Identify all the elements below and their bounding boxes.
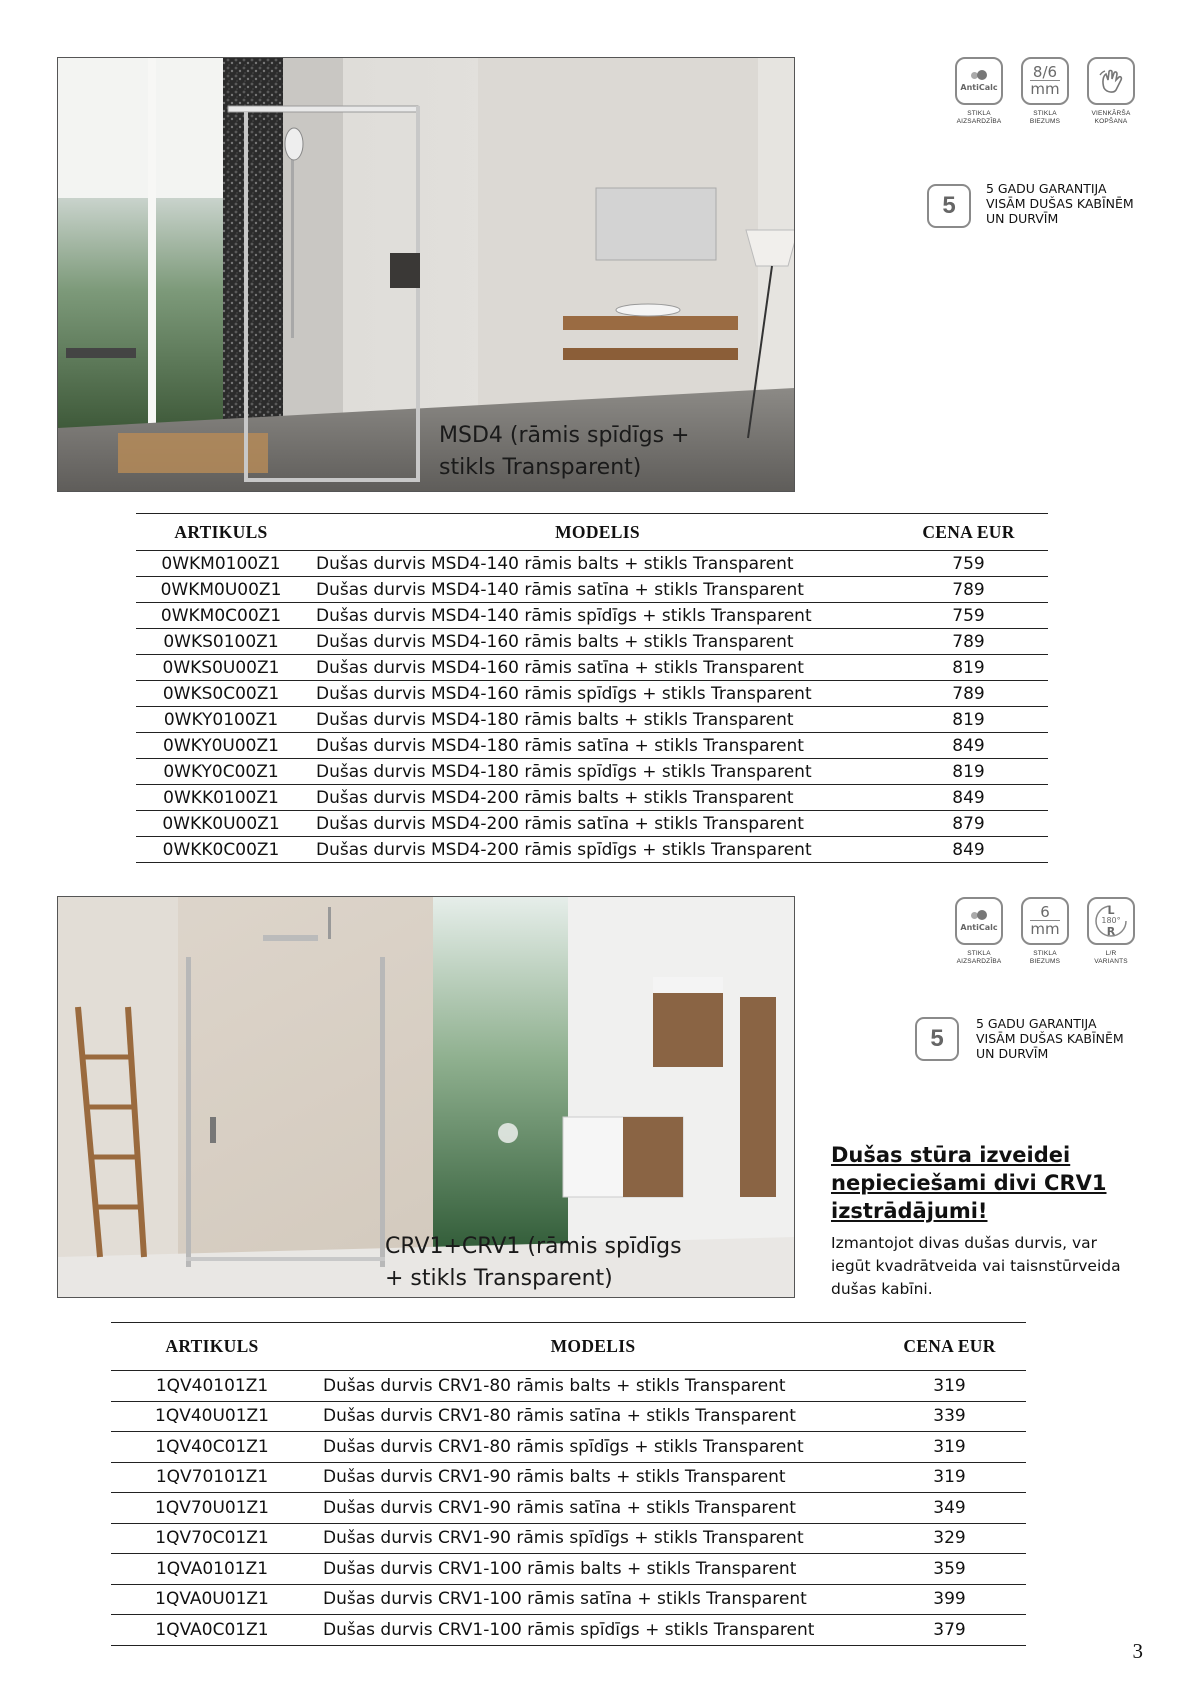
column-header-article: ARTIKULS	[111, 1323, 313, 1371]
feature-anticalc	[952, 57, 1006, 126]
table-row	[136, 837, 1048, 863]
article-code-cell: 1QVA0101Z1	[111, 1554, 313, 1585]
warranty-line: UN DURVĪM	[976, 1046, 1049, 1061]
table-header-row	[111, 1323, 1026, 1371]
feature-label: AIZSARDZĪBA	[956, 958, 1002, 965]
article-code-cell: 1QV40U01Z1	[111, 1401, 313, 1432]
note-heading-line: izstrādājumi!	[831, 1199, 988, 1223]
msd4-photo-caption	[439, 420, 689, 484]
article-code-cell: 0WKY0C00Z1	[136, 759, 306, 785]
warranty-line: 5 GADU GARANTIJA	[986, 181, 1107, 196]
table-row	[136, 681, 1048, 707]
caption-line: + stikls Transparent)	[385, 1266, 613, 1291]
feature-glass-thickness	[1018, 897, 1072, 966]
model-description-cell: Dušas durvis MSD4-180 rāmis balts + stikls Transparent	[306, 707, 889, 733]
warranty-text	[986, 181, 1134, 226]
warranty-line: 5 GADU GARANTIJA	[976, 1016, 1097, 1031]
feature-label: BIEZUMS	[1029, 958, 1061, 965]
price-cell: 319	[873, 1462, 1026, 1493]
price-cell: 789	[889, 629, 1048, 655]
price-cell: 319	[873, 1432, 1026, 1463]
warranty-badge: 5	[915, 1017, 959, 1061]
rotation-label: 180°	[1101, 916, 1121, 925]
price-cell: 329	[873, 1523, 1026, 1554]
model-description-cell: Dušas durvis CRV1-90 rāmis satīna + stikls Transparent	[313, 1493, 873, 1524]
feature-label: L/R	[1105, 950, 1117, 957]
feature-label: KOPŠANA	[1094, 118, 1128, 125]
table-row	[111, 1584, 1026, 1615]
feature-glass-thickness	[1018, 57, 1072, 126]
article-code-cell: 0WKY0U00Z1	[136, 733, 306, 759]
table-row	[111, 1371, 1026, 1402]
table-row	[136, 811, 1048, 837]
caption-line: stikls Transparent)	[439, 455, 642, 480]
table-row	[111, 1554, 1026, 1585]
column-header-article: ARTIKULS	[136, 514, 306, 551]
table-row	[136, 785, 1048, 811]
price-cell: 349	[873, 1493, 1026, 1524]
model-description-cell: Dušas durvis CRV1-100 rāmis satīna + stikls Transparent	[313, 1584, 873, 1615]
caption-line: MSD4 (rāmis spīdīgs +	[439, 423, 690, 448]
warranty-text	[976, 1016, 1124, 1061]
article-code-cell: 1QVA0C01Z1	[111, 1615, 313, 1646]
price-cell: 819	[889, 655, 1048, 681]
article-code-cell: 1QVA0U01Z1	[111, 1584, 313, 1615]
article-code-cell: 1QV40C01Z1	[111, 1432, 313, 1463]
feature-label: STIKLA	[967, 950, 991, 957]
article-code-cell: 0WKY0100Z1	[136, 707, 306, 733]
feature-label: STIKLA	[1033, 950, 1057, 957]
model-description-cell: Dušas durvis MSD4-180 rāmis spīdīgs + stikls Transparent	[306, 759, 889, 785]
table-row	[111, 1615, 1026, 1646]
left-right-180-icon	[1087, 897, 1135, 945]
article-code-cell: 0WKK0C00Z1	[136, 837, 306, 863]
price-cell: 849	[889, 733, 1048, 759]
model-description-cell: Dušas durvis CRV1-80 rāmis satīna + stikls Transparent	[313, 1401, 873, 1432]
feature-easy-clean	[1084, 57, 1138, 126]
article-code-cell: 0WKK0100Z1	[136, 785, 306, 811]
feature-label: BIEZUMS	[1029, 118, 1061, 125]
article-code-cell: 0WKM0100Z1	[136, 551, 306, 577]
note-body-line: Izmantojot divas dušas durvis, var	[831, 1234, 1098, 1252]
price-cell: 379	[873, 1615, 1026, 1646]
model-description-cell: Dušas durvis MSD4-200 rāmis balts + stikls Transparent	[306, 785, 889, 811]
crv1-price-table	[111, 1322, 1026, 1646]
anticalc-text: AntiCalc	[960, 923, 998, 932]
glass-thickness-icon	[1021, 897, 1069, 945]
feature-label: STIKLA	[1033, 110, 1057, 117]
msd4-price-table	[136, 513, 1048, 863]
price-cell: 819	[889, 707, 1048, 733]
article-code-cell: 0WKM0C00Z1	[136, 603, 306, 629]
warranty-line: VISĀM DUŠAS KABĪNĒM	[976, 1031, 1124, 1046]
thickness-unit: mm	[1030, 80, 1060, 98]
model-description-cell: Dušas durvis CRV1-80 rāmis spīdīgs + stikls Transparent	[313, 1432, 873, 1463]
article-code-cell: 1QV40101Z1	[111, 1371, 313, 1402]
price-cell: 339	[873, 1401, 1026, 1432]
model-description-cell: Dušas durvis CRV1-90 rāmis balts + stikls Transparent	[313, 1462, 873, 1493]
warranty-line: VISĀM DUŠAS KABĪNĒM	[986, 196, 1134, 211]
caption-line: CRV1+CRV1 (rāmis spīdīgs	[385, 1234, 682, 1259]
right-label: R	[1106, 925, 1116, 938]
warranty-badge: 5	[927, 184, 971, 228]
model-description-cell: Dušas durvis CRV1-100 rāmis spīdīgs + stikls Transparent	[313, 1615, 873, 1646]
corner-note-body	[831, 1232, 1131, 1301]
corner-note-heading	[831, 1141, 1131, 1225]
price-cell: 759	[889, 603, 1048, 629]
table-row	[136, 551, 1048, 577]
warranty-line: UN DURVĪM	[986, 211, 1059, 226]
table-row	[136, 629, 1048, 655]
article-code-cell: 0WKS0U00Z1	[136, 655, 306, 681]
model-description-cell: Dušas durvis MSD4-140 rāmis satīna + stikls Transparent	[306, 577, 889, 603]
table-row	[136, 655, 1048, 681]
table-row	[111, 1493, 1026, 1524]
feature-label: VIENKĀRŠA	[1091, 110, 1131, 117]
column-header-model: MODELIS	[306, 514, 889, 551]
price-cell: 849	[889, 837, 1048, 863]
column-header-model: MODELIS	[313, 1323, 873, 1371]
anticalc-icon	[955, 897, 1003, 945]
price-cell: 879	[889, 811, 1048, 837]
column-header-price: CENA EUR	[873, 1323, 1026, 1371]
thickness-value: 6	[1040, 903, 1050, 921]
price-cell: 759	[889, 551, 1048, 577]
note-body-line: dušas kabīni.	[831, 1280, 933, 1298]
table-row	[136, 577, 1048, 603]
note-body-line: iegūt kvadrātveida vai taisnstūrveida	[831, 1257, 1121, 1275]
model-description-cell: Dušas durvis CRV1-80 rāmis balts + stikls Transparent	[313, 1371, 873, 1402]
model-description-cell: Dušas durvis MSD4-180 rāmis satīna + stikls Transparent	[306, 733, 889, 759]
table-header-row	[136, 514, 1048, 551]
table-row	[111, 1432, 1026, 1463]
article-code-cell: 0WKS0100Z1	[136, 629, 306, 655]
feature-label: VARIANTS	[1094, 958, 1128, 965]
table-row	[111, 1462, 1026, 1493]
price-cell: 359	[873, 1554, 1026, 1585]
model-description-cell: Dušas durvis MSD4-140 rāmis spīdīgs + stikls Transparent	[306, 603, 889, 629]
column-header-price: CENA EUR	[889, 514, 1048, 551]
model-description-cell: Dušas durvis MSD4-200 rāmis spīdīgs + stikls Transparent	[306, 837, 889, 863]
article-code-cell: 1QV70C01Z1	[111, 1523, 313, 1554]
glass-thickness-icon	[1021, 57, 1069, 105]
price-cell: 319	[873, 1371, 1026, 1402]
table-row	[136, 759, 1048, 785]
model-description-cell: Dušas durvis MSD4-160 rāmis spīdīgs + stikls Transparent	[306, 681, 889, 707]
table-row	[111, 1523, 1026, 1554]
model-description-cell: Dušas durvis MSD4-160 rāmis satīna + stikls Transparent	[306, 655, 889, 681]
note-heading-line: nepieciešami divi CRV1	[831, 1171, 1107, 1195]
article-code-cell: 1QV70U01Z1	[111, 1493, 313, 1524]
page-number: 3	[1132, 1639, 1143, 1663]
feature-anticalc	[952, 897, 1006, 966]
crv1-photo-caption	[385, 1231, 682, 1295]
feature-label: AIZSARDZĪBA	[956, 118, 1002, 125]
price-cell: 789	[889, 577, 1048, 603]
article-code-cell: 1QV70101Z1	[111, 1462, 313, 1493]
easy-clean-hand-icon	[1087, 57, 1135, 105]
note-heading-line: Dušas stūra izveidei	[831, 1143, 1071, 1167]
article-code-cell: 0WKS0C00Z1	[136, 681, 306, 707]
left-label: L	[1107, 904, 1115, 917]
price-cell: 849	[889, 785, 1048, 811]
thickness-value: 8/6	[1032, 63, 1058, 81]
thickness-unit: mm	[1030, 920, 1060, 938]
table-row	[111, 1401, 1026, 1432]
table-row	[136, 603, 1048, 629]
price-cell: 789	[889, 681, 1048, 707]
anticalc-text: AntiCalc	[960, 83, 998, 92]
model-description-cell: Dušas durvis MSD4-160 rāmis balts + stikls Transparent	[306, 629, 889, 655]
model-description-cell: Dušas durvis MSD4-140 rāmis balts + stikls Transparent	[306, 551, 889, 577]
table-row	[136, 707, 1048, 733]
price-cell: 399	[873, 1584, 1026, 1615]
model-description-cell: Dušas durvis CRV1-100 rāmis balts + stikls Transparent	[313, 1554, 873, 1585]
model-description-cell: Dušas durvis CRV1-90 rāmis spīdīgs + stikls Transparent	[313, 1523, 873, 1554]
article-code-cell: 0WKK0U00Z1	[136, 811, 306, 837]
model-description-cell: Dušas durvis MSD4-200 rāmis satīna + stikls Transparent	[306, 811, 889, 837]
article-code-cell: 0WKM0U00Z1	[136, 577, 306, 603]
feature-left-right	[1084, 897, 1138, 966]
table-row	[136, 733, 1048, 759]
anticalc-icon	[955, 57, 1003, 105]
feature-label: STIKLA	[967, 110, 991, 117]
price-cell: 819	[889, 759, 1048, 785]
